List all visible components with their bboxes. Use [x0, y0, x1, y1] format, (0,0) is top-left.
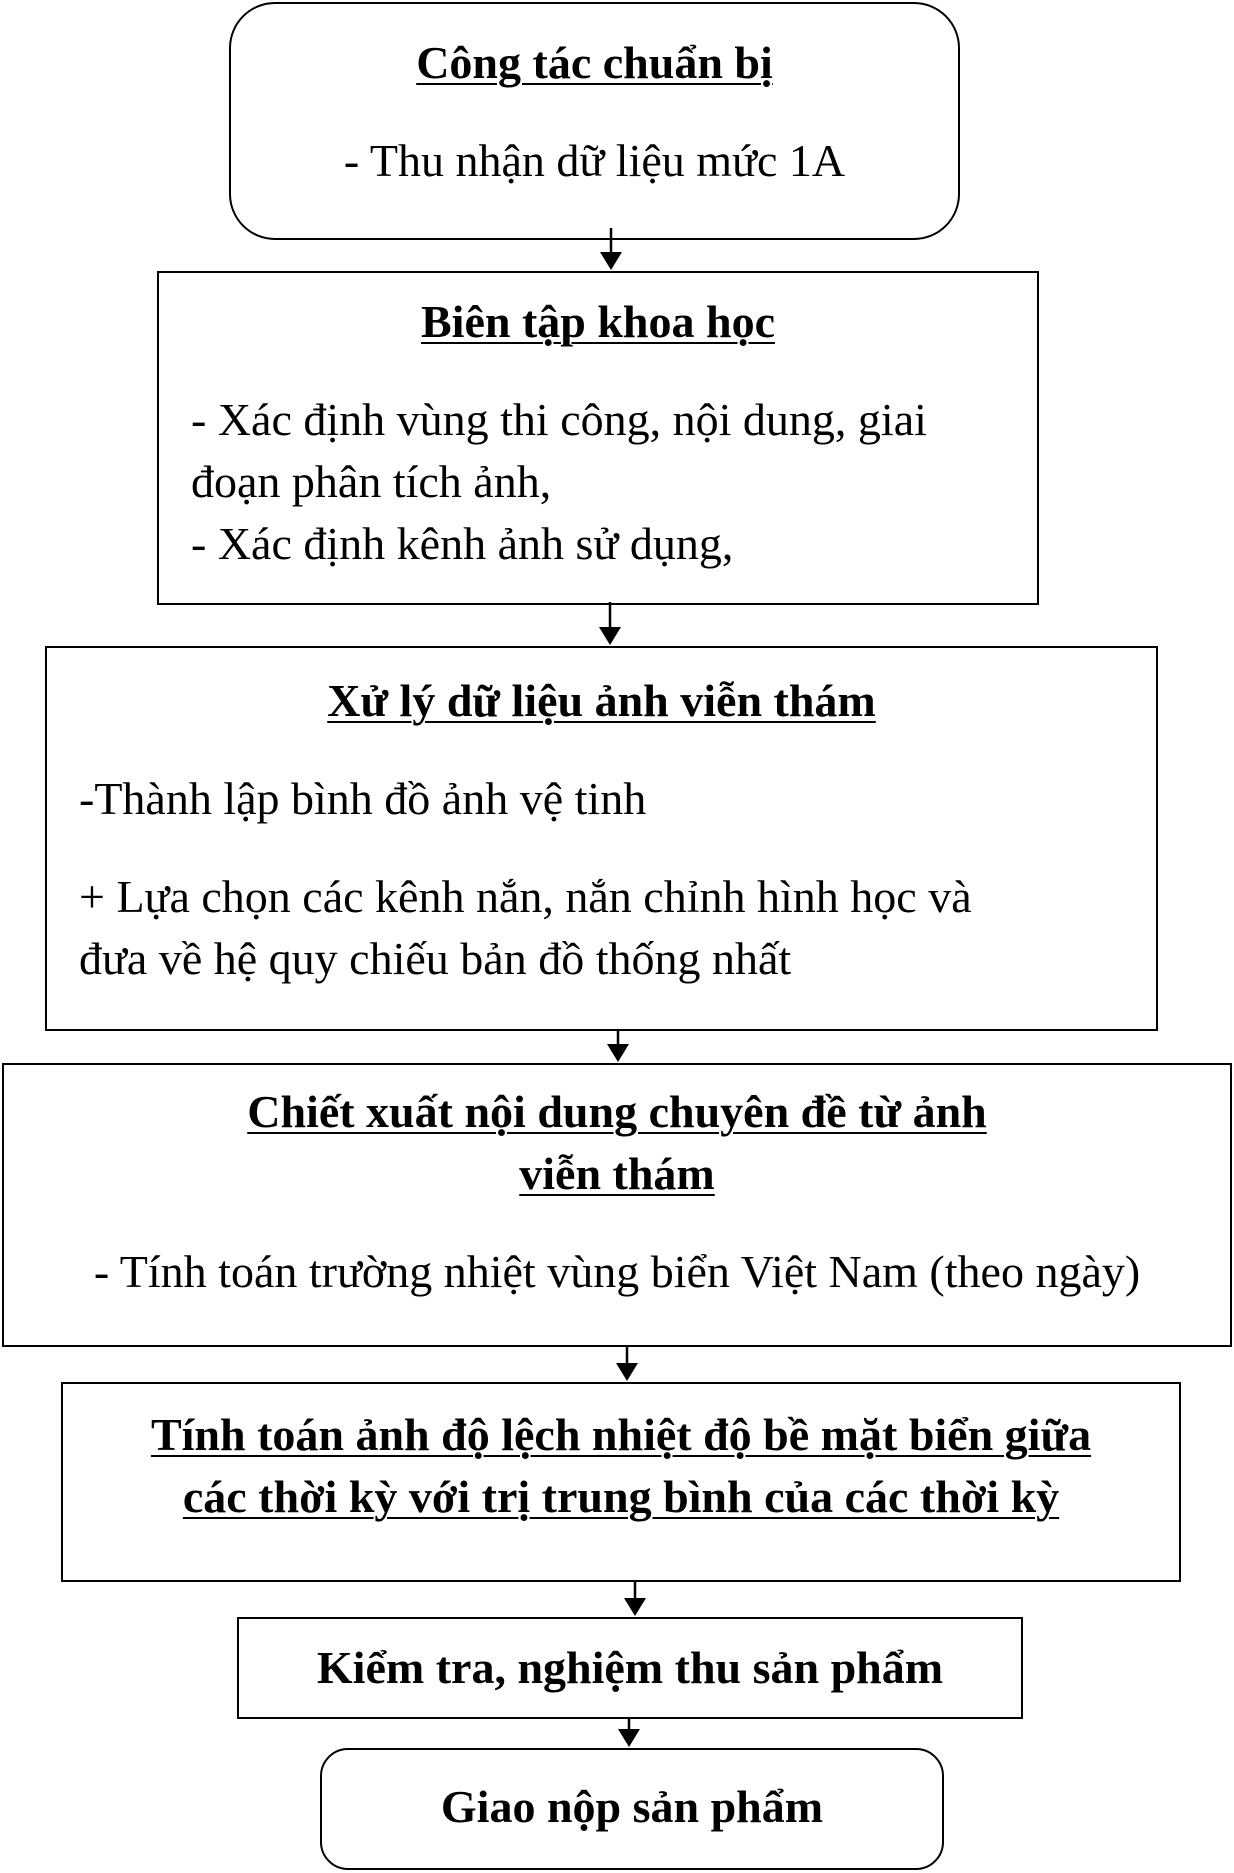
step-1-line-1: - Thu nhận dữ liệu mức 1A: [343, 135, 846, 186]
step-4-box: [2, 1063, 1232, 1347]
step-5-box: [61, 1382, 1181, 1582]
arrow-3-4-head: [607, 1044, 629, 1062]
step-4-line-1: - Tính toán trường nhiệt vùng biển Việt Nam (theo ngày): [93, 1246, 1141, 1297]
step-2-title: Biên tập khoa học: [420, 296, 776, 347]
step-3-line-3: đưa về hệ quy chiếu bản đồ thống nhất: [79, 933, 792, 984]
arrow-2-3-head: [599, 627, 621, 645]
step-2-line-1: - Xác định vùng thi công, nội dung, giai: [191, 394, 927, 445]
step-4-title-line-2: viễn thám: [519, 1148, 715, 1199]
step-1-title: Công tác chuẩn bị: [416, 37, 773, 88]
arrow-4-5-head: [616, 1363, 638, 1381]
step-3-box: [45, 646, 1158, 1031]
arrow-6-7-head: [618, 1729, 640, 1747]
step-6-title: Kiểm tra, nghiệm thu sản phẩm: [316, 1642, 944, 1693]
step-2-line-2: đoạn phân tích ảnh,: [191, 456, 552, 507]
step-1-box: [229, 2, 960, 240]
step-3-line-2: + Lựa chọn các kênh nắn, nắn chỉnh hình học và: [79, 871, 972, 922]
step-4-title-line-1: Chiết xuất nội dung chuyên đề từ ảnh: [247, 1086, 987, 1137]
step-7-title: Giao nộp sản phẩm: [440, 1781, 824, 1832]
step-2-box: [157, 271, 1039, 605]
step-2-line-3: - Xác định kênh ảnh sử dụng,: [191, 518, 734, 569]
step-3-title: Xử lý dữ liệu ảnh viễn thám: [327, 675, 876, 726]
step-5-title-line-1: Tính toán ảnh độ lệch nhiệt độ bề mặt biển giữa: [150, 1409, 1092, 1460]
step-3-line-1: -Thành lập bình đồ ảnh vệ tinh: [79, 773, 647, 824]
step-5-title-line-2: các thời kỳ với trị trung bình của các thời kỳ: [182, 1471, 1060, 1522]
arrow-5-6-head: [624, 1598, 646, 1616]
step-6-box: [237, 1617, 1023, 1719]
step-7-box: [320, 1748, 944, 1870]
arrow-1-2-head: [600, 252, 622, 270]
